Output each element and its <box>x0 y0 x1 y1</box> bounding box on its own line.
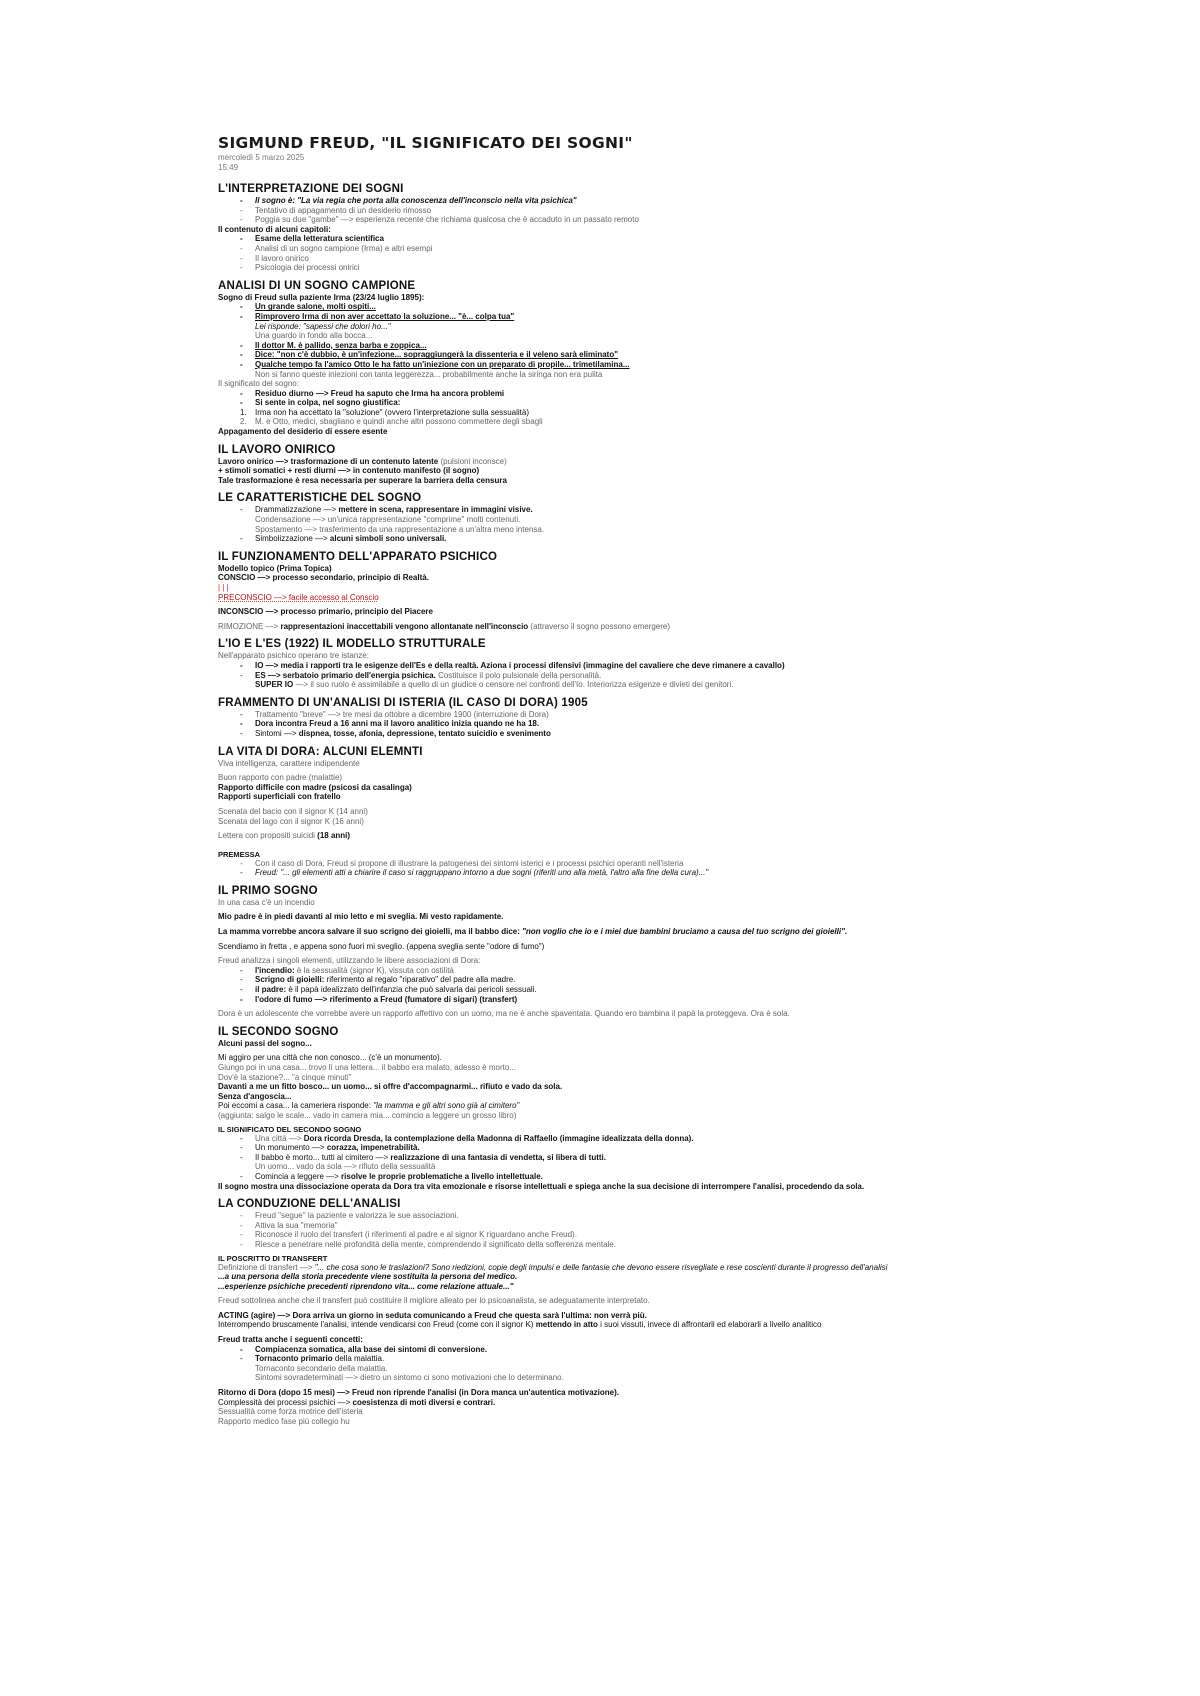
bullet-item: - Attiva la sua "memoria" <box>218 1221 1000 1231</box>
text-run: (pulsioni inconsce) <box>438 456 507 466</box>
bullet-item: - l'odore di fumo —> riferimento a Freud (fumatore di sigari) (transfert) <box>218 995 1000 1005</box>
section <box>218 280 1000 437</box>
subheading: PREMESSA <box>218 849 261 859</box>
text-line: Freud sottolinea anche che il transfert può costituire il migliore alleato per lo psicoanalista, se adeguatamente interpretato. <box>218 1296 650 1306</box>
bullet-item: - Dora incontra Freud a 16 anni ma il lavoro analitico inizia quando ne ha 18. <box>218 719 1000 729</box>
text-run: mettendo in atto <box>535 1320 598 1330</box>
document-body <box>218 183 1000 1426</box>
section-heading: FRAMMENTO DI UN'ANALISI DI ISTERIA (IL CASO DI DORA) 1905 <box>218 696 588 709</box>
bullet-item: - Un grande salone, molti ospiti... <box>218 302 1000 312</box>
text-line: Alcuni passi del sogno... <box>218 1038 312 1048</box>
bullet-item: - Freud: "... gli elementi atti a chiarire il caso si raggruppano intorno a due sogni (riferiti uno alla metà, l'altro alla fine della cura)..." <box>218 868 1000 878</box>
bullet-item: - Riesce a penetrare nelle profondità della mente, comprendendo il significato della sofferenza mentale. <box>218 1240 1000 1250</box>
text-run: corazza, impenetrabilità. <box>326 1143 420 1153</box>
bullet-item <box>218 966 1000 976</box>
bullet-item: - Psicologia dei processi onirici <box>218 263 1000 273</box>
bullet-item: 1. Irma non ha accettato la "soluzione" (ovvero l'interpretazione sulla sessualità) <box>218 408 1000 418</box>
section-heading: L'INTERPRETAZIONE DEI SOGNI <box>218 183 404 195</box>
section-heading: IL PRIMO SOGNO <box>218 884 318 897</box>
text-run: Il babbo è morto... tutti al cimitero —> <box>255 1152 391 1162</box>
text-line: Rapporto medico fase più collegio hu <box>218 1416 350 1426</box>
text-run: Lettera con propositi suicidi <box>218 831 318 841</box>
section <box>218 551 1000 632</box>
bullet-item: - Qualche tempo fa l'amico Otto le ha fatto un'iniezione con un preparato di propile... trimetilamina... <box>218 360 1000 370</box>
text-run: Tornaconto primario <box>255 1354 333 1364</box>
section <box>218 697 1000 739</box>
text-run: Simbolizzazione —> <box>255 534 330 544</box>
text-line: CONSCIO —> processo secondario, principio di Realtà. <box>218 573 429 583</box>
bullet-item <box>218 1143 1000 1153</box>
text-line: + stimoli somatici + resti diurni —> in contenuto manifesto (il sogno) <box>218 466 480 476</box>
text-line: Sessualità come forza motrice dell'isteria <box>218 1407 363 1417</box>
text-run: Costituisce il polo pulsionale della personalità. <box>435 670 602 680</box>
bullet-item: Tornaconto secondario della malattia. <box>255 1363 388 1373</box>
text-run: coesistenza di moti diversi e contrari. <box>352 1397 496 1407</box>
text-line: Mi aggiro per una città che non conosco... (c'è un monumento). <box>218 1053 442 1063</box>
section <box>218 746 1000 878</box>
subheading: IL SIGNIFICATO DEL SECONDO SOGNO <box>218 1124 362 1134</box>
text-line <box>218 1263 1000 1273</box>
section <box>218 1026 1000 1191</box>
text-run: rappresentazioni inaccettabili vengono allontanate nell'inconscio <box>280 621 529 631</box>
text-line: Davanti a me un fitto bosco... un uomo... si offre d'accompagnarmi... rifiuto e vado da sola. <box>218 1082 563 1092</box>
section <box>218 638 1000 689</box>
text-run: il padre: <box>255 985 287 995</box>
section-heading: IL FUNZIONAMENTO DELL'APPARATO PSICHICO <box>218 550 498 563</box>
text-run: SUPER IO <box>255 680 294 690</box>
bullet-item <box>218 975 1000 985</box>
text-run: Dora ricorda Dresda, la contemplazione della Madonna di Raffaello (immagine idealizzata della donna). <box>303 1133 694 1143</box>
bullet-item <box>218 505 1000 515</box>
text-run: risolve le proprie problematiche a livello intellettuale. <box>341 1171 543 1181</box>
bullet-item <box>218 1134 1000 1144</box>
text-run: (18 anni) <box>317 831 351 841</box>
text-run: realizzazione di una fantasia di vendetta, si libera di tutti. <box>390 1152 606 1162</box>
bullet-item <box>218 710 1000 720</box>
bullet-item <box>218 1162 1000 1172</box>
bullet-item <box>218 671 1000 681</box>
text-line: In una casa c'è un incendio <box>218 897 315 907</box>
text-line: Scenata del bacio con il signor K (14 anni) <box>218 806 368 816</box>
text-line: Dov'è la stazione?... "a cinque minuti" <box>218 1072 352 1082</box>
text-line <box>218 927 1000 937</box>
bullet-item: - Il sogno è: "La via regia che porta alla conoscenza dell'inconscio nella vita psichica" <box>218 196 1000 206</box>
text-run: mettere in scena, rappresentare in immagini visive. <box>338 505 533 515</box>
text-run: Definizione di transfert —> <box>218 1262 315 1272</box>
spacer <box>218 841 1000 846</box>
text-run: i suoi vissuti, invece di affrontarli ed elaborarli a livello analitico <box>597 1320 822 1330</box>
bullet-item <box>218 729 1000 739</box>
bullet-item: Spostamento —> trasferimento da una rappresentazione a un'altra meno intensa. <box>255 524 545 534</box>
bullet-item: - Tentativo di appagamento di un desiderio rimosso <box>218 206 1000 216</box>
text-run: Complessità dei processi psichici —> <box>218 1397 353 1407</box>
text-line: Mio padre è in piedi davanti al mio letto e mi sveglia. Mi vesto rapidamente. <box>218 912 504 922</box>
bullet-item: - Il lavoro onirico <box>218 254 1000 264</box>
section-heading: L'IO E L'ES (1922) IL MODELLO STRUTTURALE <box>218 638 486 651</box>
bullet-item: 2. M. e Otto, medici, sbagliano e quindi anche altri possono commettere degli sbagli <box>218 417 1000 427</box>
text-line: Freud tratta anche i seguenti concetti: <box>218 1335 363 1345</box>
document-time: 15:49 <box>218 163 239 172</box>
bullet-item: - IO —> media i rapporti tra le esigenze dell'Es e della realtà. Aziona i processi difensivi (immagine del cavaliere che deve rimanere a cavallo) <box>218 661 1000 671</box>
text-run: (attraverso il sogno possono emergere) <box>528 621 671 631</box>
bullet-item <box>218 1354 1000 1364</box>
text-line: Giungo poi in una casa... trovo lì una lettera... il babbo era malato, adesso è morto... <box>218 1063 516 1072</box>
text-line: Rapporto difficile con madre (psicosi da casalinga) <box>218 782 412 792</box>
text-line: Scendiamo in fretta , e appena sono fuori mi sveglio. (appena sveglia sente "odore di fumo") <box>218 941 545 951</box>
text-line <box>218 831 1000 841</box>
text-run: Comincia a leggere —> <box>255 1171 342 1181</box>
text-line: Sogno di Freud sulla paziente Irma (23/24 luglio 1895): <box>218 292 425 302</box>
text-run: Drammatizzazione —> <box>255 505 339 515</box>
text-run: Interrompendo bruscamente l'analisi, intende vendicarsi con Freud (come con il signor K) <box>218 1320 536 1330</box>
subheading: IL POSCRITTO DI TRANSFERT <box>218 1253 328 1263</box>
bullet-item: - Compiacenza somatica, alla base dei sintomi di conversione. <box>218 1345 1000 1355</box>
bullet-item <box>218 1172 1000 1182</box>
text-run: è la sessualità (signor K), vissuta con ostilità <box>294 965 454 975</box>
text-run: Sintomi —> <box>255 728 299 738</box>
section <box>218 885 1000 1019</box>
bullet-item: Sintomi sovradeterminati —> dietro un sintomo ci sono motivazioni che lo determinano. <box>255 1373 564 1383</box>
text-run: ES —> serbatoio primario dell'energia psichica. <box>255 670 436 680</box>
bullet-item: - Si sente in colpa, nel sogno giustifica: <box>218 398 1000 408</box>
text-line: PRECONSCIO —> facile accesso al Conscio <box>218 592 379 602</box>
text-run: è il papà idealizzato dell'infanzia che può salvarla dai pericoli sessuali. <box>286 985 537 995</box>
text-line: Buon rapporto con padre (malattie) <box>218 773 343 783</box>
text-run: contenuto latente <box>371 456 439 466</box>
bullet-item: Lei risponde: "sapessi che dolori ho..." <box>255 321 391 331</box>
text-run: Lavoro onirico —> trasformazione di un <box>218 456 372 466</box>
text-line: Nell'apparato psichico operano tre istanze: <box>218 651 369 661</box>
text-run: Trattamento "breve" —> tre mesi da ottobre a dicembre 1900 (interruzione di Dora) <box>255 709 549 719</box>
text-line: Il contenuto di alcuni capitoli: <box>218 224 331 234</box>
text-run: —> il suo ruolo è assimilabile a quello di un giudice o censore nei confronti dell'Io. Interiorizza esigenze e divieti dei genitori. <box>293 680 734 690</box>
text-line: Viva intelligenza, carattere indipendente <box>218 758 360 768</box>
text-line: Scenata del lago con il signor K (16 anni) <box>218 816 364 826</box>
text-run: l'incendio: <box>255 965 295 975</box>
bullet-item: - Riconosce il ruolo del transfert (i riferimenti al padre e al signor K riguardano anche Freud). <box>218 1230 1000 1240</box>
text-line: Senza d'angoscia... <box>218 1091 292 1101</box>
text-line: Freud analizza i singoli elementi, utilizzando le libere associazioni di Dora: <box>218 956 481 966</box>
text-line <box>218 1101 1000 1111</box>
section-heading: ANALISI DI UN SOGNO CAMPIONE <box>218 279 416 292</box>
text-run: Poi eccomi a casa... la cameriera risponde: <box>218 1101 374 1111</box>
text-line: INCONSCIO —> processo primario, principio del Piacere <box>218 607 433 617</box>
text-line <box>218 1398 1000 1408</box>
bullet-item: - Rimprovero Irma di non aver accettato la soluzione... "è... colpa tua" <box>218 312 1000 322</box>
text-line: | | | <box>218 583 229 592</box>
text-run: Un monumento —> <box>255 1143 327 1153</box>
section <box>218 1198 1000 1426</box>
text-line <box>218 1311 1000 1321</box>
text-run: Scrigno di gioielli: <box>255 975 325 985</box>
text-run: Una città —> <box>255 1133 304 1143</box>
section-heading: IL SECONDO SOGNO <box>218 1025 339 1038</box>
text-run: riferimento al regalo "riparativo" del padre alla madre. <box>324 975 516 985</box>
text-run: "... che cosa sono le traslazioni? Sono riedizioni, copie degli impulsi e delle fantasie che devono essere risvegliate e rese coscienti durante il progresso dell'analisi <box>314 1262 888 1272</box>
text-run: Ritorno di Dora (dopo 15 mesi) —> Freud non riprende l'analisi (in Dora manca un'autentica motivazione). <box>218 1388 619 1398</box>
text-line: Dora è un adolescente che vorrebbe avere un rapporto affettivo con un uomo, ma ne è anche spaventata. Quando ero bambina il papà la proteggeva. Ora è sola. <box>218 1009 790 1019</box>
bullet-item: - Freud "segue" la paziente e valorizza le sue associazioni. <box>218 1211 1000 1221</box>
section-heading: LA CONDUZIONE DELL'ANALISI <box>218 1198 401 1211</box>
bullet-item <box>218 680 1000 690</box>
text-line: Appagamento del desiderio di essere esente <box>218 427 388 437</box>
text-run: dispnea, tosse, afonia, depressione, tentato suicidio e svenimento <box>298 728 551 738</box>
bullet-item: - Dice: "non c'è dubbio, è un'infezione... sopraggiungerà la dissenteria e il veleno sarà eliminato" <box>218 350 1000 360</box>
text-line: ...a una persona della storia precedente viene sostituita la persona del medico. <box>218 1272 518 1282</box>
text-run: RIMOZIONE —> <box>218 621 281 631</box>
text-line <box>218 1320 1000 1330</box>
text-line: Tale trasformazione è resa necessaria per superare la barriera della censura <box>218 475 507 485</box>
bullet-item: Una guardo in fondo alla bocca... <box>255 331 373 341</box>
text-run: Un uomo... vado da sola —> <box>255 1162 359 1172</box>
bullet-item <box>218 985 1000 995</box>
text-run: "la mamma e gli altri sono già al cimitero" <box>373 1101 520 1111</box>
text-run: ACTING (agire) —> Dora arriva un giorno in seduta comunicando a Freud che questa sarà l'ultima: non verrà più. <box>218 1310 647 1320</box>
text-line: ...esperienze psichiche precedenti riprendono vita... come relazione attuale..." <box>218 1281 514 1291</box>
bullet-item <box>218 534 1000 544</box>
text-run: alcuni simboli sono universali. <box>329 534 447 544</box>
bullet-item: - Esame della letteratura scientifica <box>218 234 1000 244</box>
section-heading: LA VITA DI DORA: ALCUNI ELEMNTI <box>218 745 423 758</box>
text-line <box>218 622 1000 632</box>
section <box>218 444 1000 486</box>
section-heading: LE CARATTERISTICHE DEL SOGNO <box>218 492 422 505</box>
text-line: Rapporti superficiali con fratello <box>218 792 341 802</box>
section <box>218 492 1000 543</box>
bullet-item: Non si fanno queste iniezioni con tanta leggerezza... probabilmente anche la siringa non era pulita <box>255 369 603 379</box>
bullet-item: - Residuo diurno —> Freud ha saputo che Irma ha ancora problemi <box>218 389 1000 399</box>
text-run: della malattia. <box>332 1354 385 1364</box>
text-line: Modello topico (Prima Topica) <box>218 563 332 573</box>
section <box>218 183 1000 273</box>
text-line: Il significato del sogno: <box>218 379 299 389</box>
bullet-item: - Il dottor M. è pallido, senza barba e zoppica... <box>218 341 1000 351</box>
document-date: mercoledì 5 marzo 2025 <box>218 153 305 162</box>
text-line <box>218 1388 1000 1398</box>
section-heading: IL LAVORO ONIRICO <box>218 443 336 456</box>
bullet-item <box>218 1153 1000 1163</box>
bullet-item: - Poggia su due "gambe" —> esperienza recente che richiama qualcosa che è accaduto in un passato remoto <box>218 215 1000 225</box>
document-title: SIGMUND FREUD, "IL SIGNIFICATO DEI SOGNI" <box>218 134 633 152</box>
text-run: "non voglio che io e i miei due bambini bruciamo a causa del tuo scrigno dei gioielli". <box>522 927 848 937</box>
text-line: Il sogno mostra una dissociazione operata da Dora tra vita emozionale e risorse intellettuali e spiega anche la sua decisione di interrompere l'analisi, procedendo da sola. <box>218 1181 865 1191</box>
text-run: La mamma vorrebbe ancora salvare il suo scrigno dei gioielli, ma il babbo dice: <box>218 927 523 937</box>
bullet-item: Condensazione —> un'unica rappresentazione "comprime" molti contenuti. <box>255 515 521 525</box>
bullet-item: - Con il caso di Dora, Freud si propone di illustrare la patogenesi dei sintomi isterici e i processi psichici operanti nell'isteria <box>218 859 1000 869</box>
text-line <box>218 457 1000 467</box>
text-run: rifiuto della sessualità <box>358 1162 436 1172</box>
bullet-item: - Analisi di un sogno campione (Irma) e altri esempi <box>218 244 1000 254</box>
text-line: (aggiunta: salgo le scale... vado in camera mia... comincio a leggere un grosso libro) <box>218 1110 517 1120</box>
